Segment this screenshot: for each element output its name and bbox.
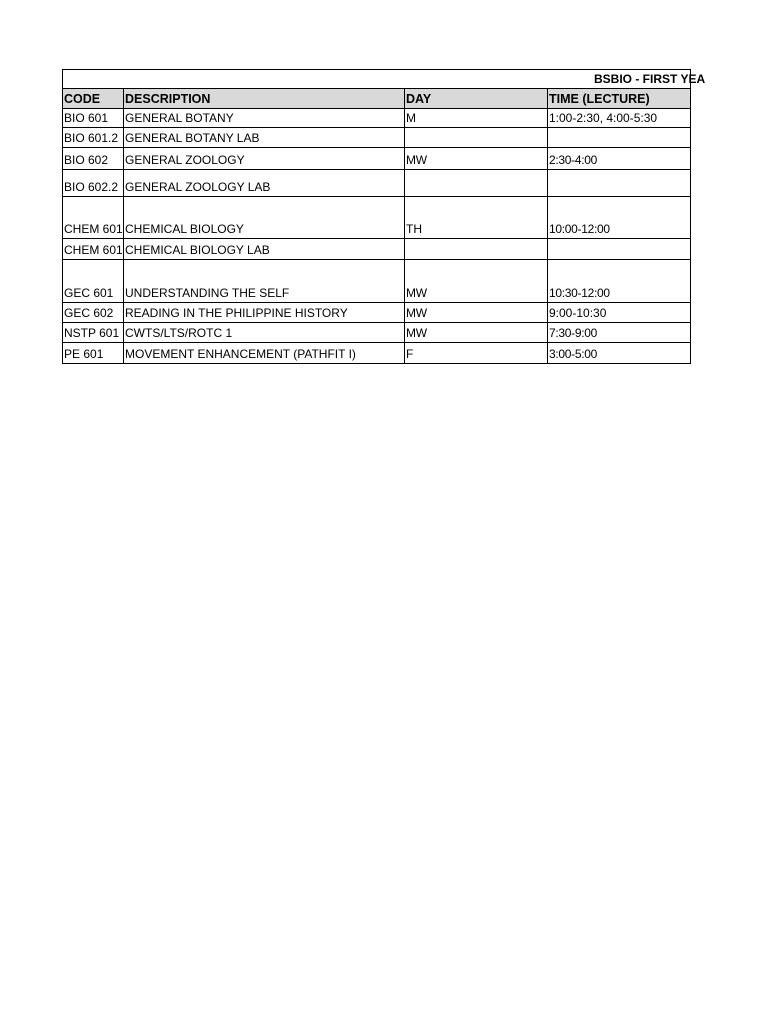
header-time: TIME (LECTURE) [548,89,691,109]
description-cell: CWTS/LTS/ROTC 1 [124,323,405,343]
description-cell: UNDERSTANDING THE SELF [124,260,405,303]
header-day: DAY [405,89,548,109]
time-cell: 10:00-12:00 [548,197,691,239]
table-row [63,148,691,170]
description-cell: MOVEMENT ENHANCEMENT (PATHFIT I) [124,343,405,364]
description-cell: GENERAL BOTANY LAB [124,128,405,148]
day-cell [405,170,548,197]
table-row [63,109,691,128]
time-cell: 2:30-4:00 [548,148,691,170]
time-cell: 10:30-12:00 [548,260,691,303]
description-cell: GENERAL ZOOLOGY [124,148,405,170]
time-cell [548,128,691,148]
table-row [63,323,691,343]
day-cell: TH [405,197,548,239]
header-row [63,89,691,109]
time-cell: 1:00-2:30, 4:00-5:30 [548,109,691,128]
day-cell: MW [405,148,548,170]
schedule-table [62,69,706,364]
header-code: CODE [63,89,124,109]
code-cell: CHEM 601 [63,197,124,239]
day-cell [405,128,548,148]
time-cell: 7:30-9:00 [548,323,691,343]
time-cell [548,170,691,197]
code-cell: PE 601 [63,343,124,364]
table-row [63,303,691,323]
code-cell: BIO 602.2 [63,170,124,197]
table-row [63,197,691,239]
day-cell: M [405,109,548,128]
time-cell: 9:00-10:30 [548,303,691,323]
header-description: DESCRIPTION [124,89,405,109]
table-row [63,128,691,148]
description-cell: CHEMICAL BIOLOGY LAB [124,239,405,260]
code-cell: BIO 601.2 [63,128,124,148]
day-cell [405,239,548,260]
table-row [63,239,691,260]
code-cell: GEC 602 [63,303,124,323]
title-cell [63,70,706,89]
code-cell: GEC 601 [63,260,124,303]
day-cell: F [405,343,548,364]
title-row [63,70,691,89]
description-cell: READING IN THE PHILIPPINE HISTORY [124,303,405,323]
description-cell: GENERAL ZOOLOGY LAB [124,170,405,197]
table-row [63,260,691,303]
time-cell: 3:00-5:00 [548,343,691,364]
code-cell: BIO 602 [63,148,124,170]
day-cell: MW [405,303,548,323]
schedule-sheet [62,69,706,365]
sheet-title: BSBIO - FIRST YEA [594,72,706,86]
day-cell: MW [405,260,548,303]
description-cell: GENERAL BOTANY [124,109,405,128]
time-cell [548,239,691,260]
table-row [63,343,691,364]
code-cell: NSTP 601 [63,323,124,343]
code-cell: CHEM 601 [63,239,124,260]
code-cell: BIO 601 [63,109,124,128]
table-row [63,170,691,197]
day-cell: MW [405,323,548,343]
description-cell: CHEMICAL BIOLOGY [124,197,405,239]
